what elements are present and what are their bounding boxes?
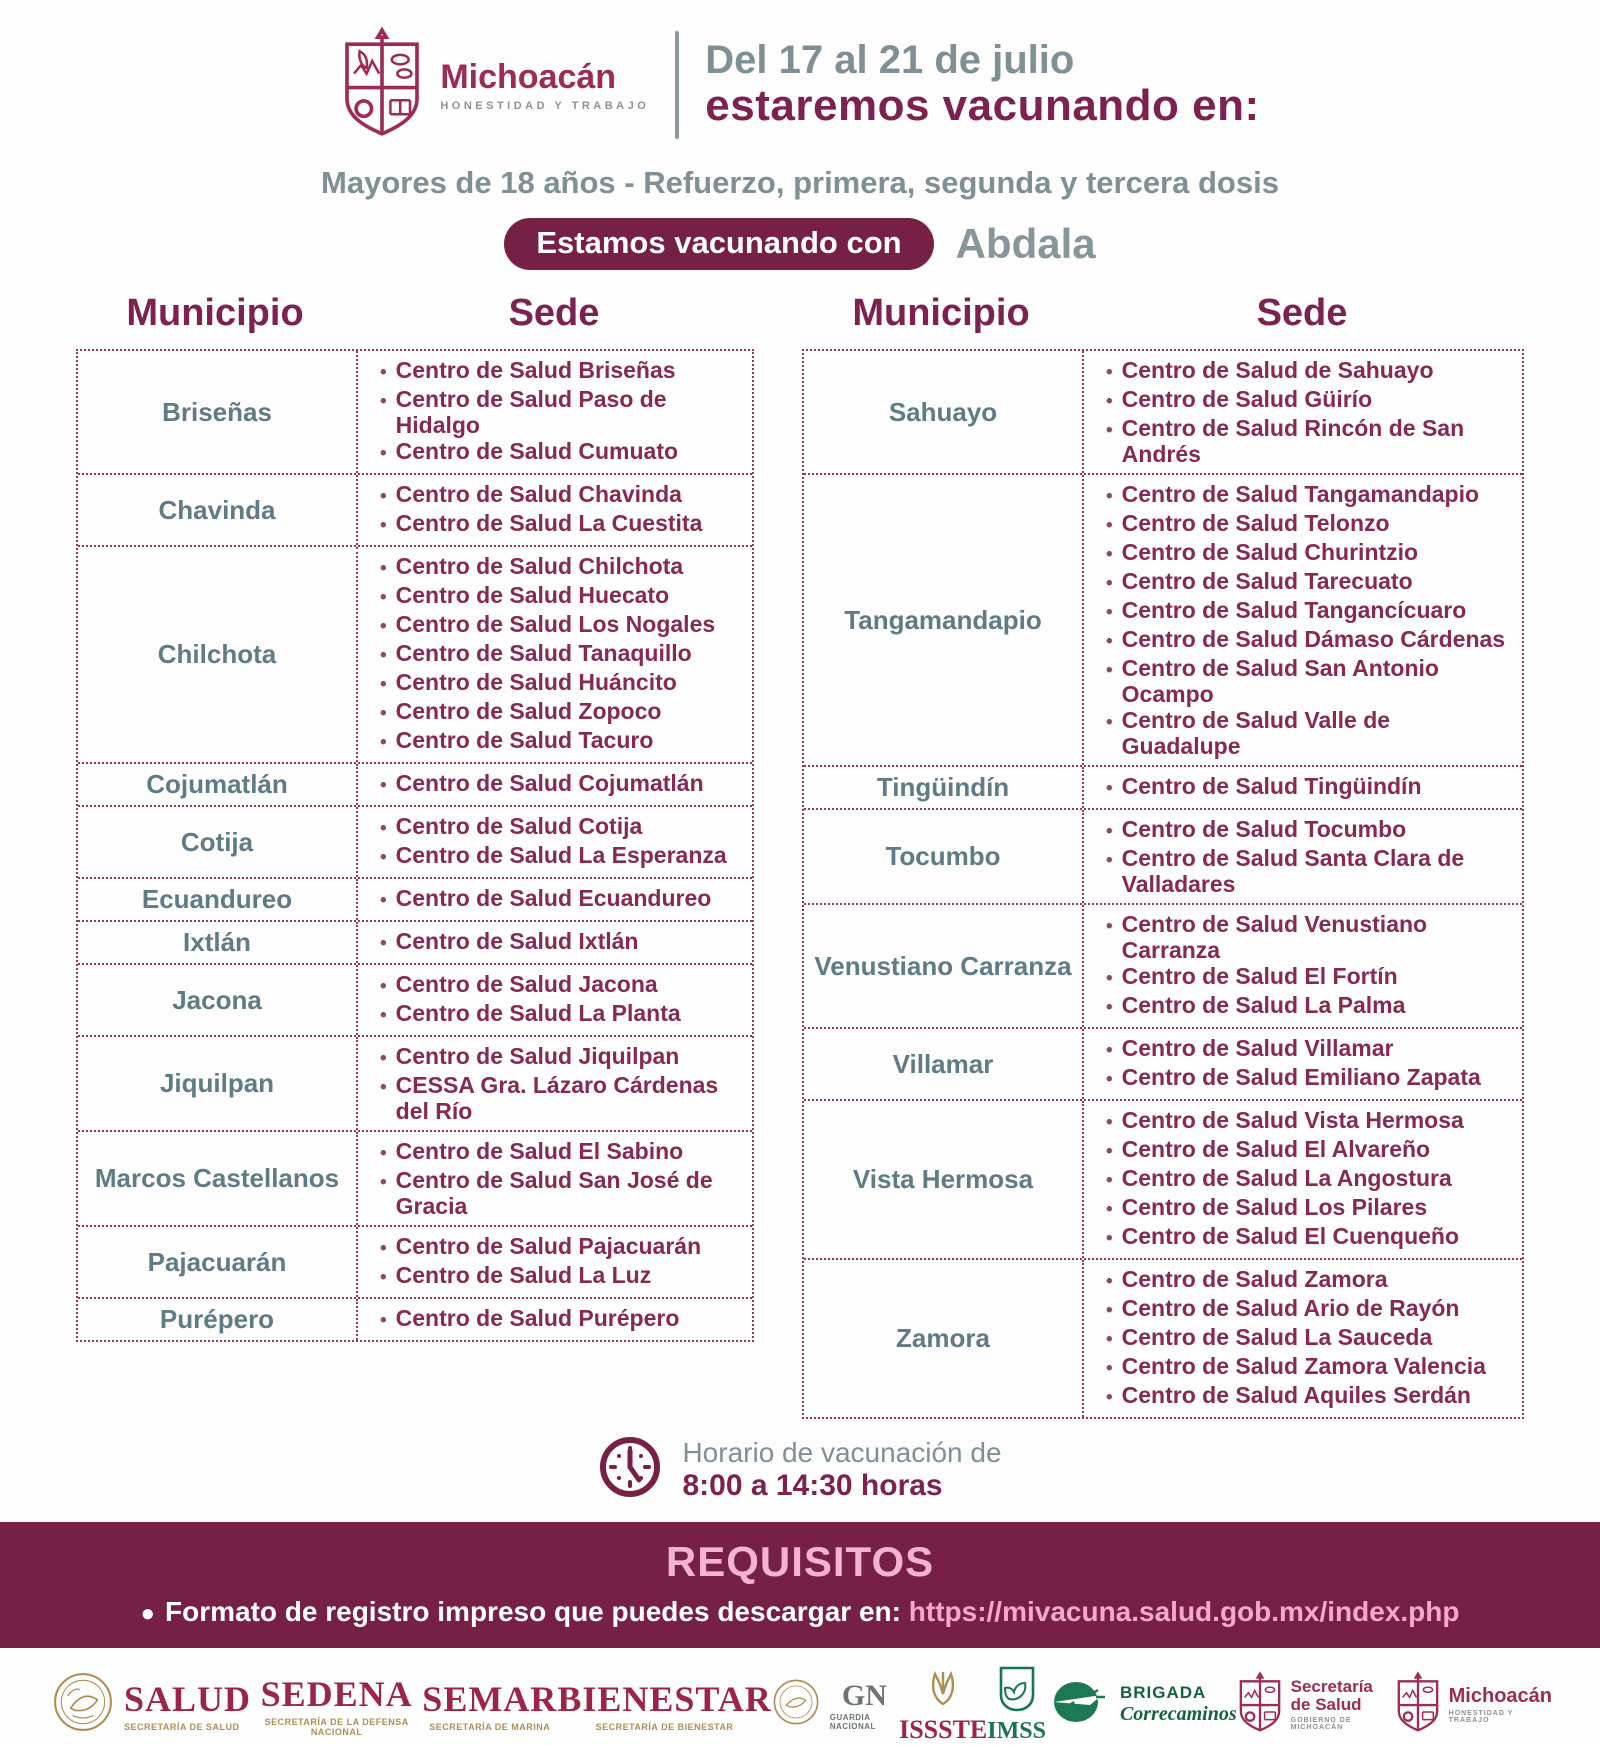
sede-item: • Centro de Salud La Esperanza [380, 842, 744, 871]
sede-item: • Centro de Salud La Cuestita [380, 510, 744, 539]
sede-list [1106, 357, 1514, 467]
bullet-icon: • [380, 1005, 387, 1026]
bullet-icon: • [380, 515, 387, 536]
logo-semar [422, 1678, 557, 1732]
sede-list [380, 1043, 744, 1124]
requirements-text: Formato de registro impreso que puedes descargar en: [165, 1596, 901, 1627]
bullet-icon: • [380, 732, 387, 753]
table-row [78, 805, 752, 877]
logo-sedena [251, 1673, 422, 1737]
table-row [78, 963, 752, 1035]
bullet-icon: • [1106, 1329, 1113, 1350]
sede-item: • Centro de Salud Tarecuato [1106, 568, 1514, 597]
correcaminos-wordmark: Correcaminos [1119, 1703, 1237, 1725]
sede-item: • Centro de Salud Dámaso Cárdenas [1106, 626, 1514, 655]
bullet-icon: • [1106, 362, 1113, 383]
sede-item: • Centro de Salud Cotija [380, 813, 744, 842]
table-row [804, 808, 1522, 903]
salud-wordmark: SALUD [124, 1678, 252, 1719]
table-row [78, 877, 752, 920]
sede-item: • Centro de Salud Paso de Hidalgo [380, 386, 667, 438]
sede-item: • Centro de Salud Villamar [1106, 1035, 1514, 1064]
bullet-icon: • [1106, 1271, 1113, 1292]
bullet-icon: • [380, 1143, 387, 1164]
brigada-wordmark: BRIGADA [1119, 1683, 1207, 1702]
table-row [804, 1027, 1522, 1099]
hours-value: 8:00 a 14:30 horas [682, 1468, 943, 1502]
date-range: Del 17 al 21 de julio [705, 38, 1075, 83]
bullet-icon: • [1106, 391, 1113, 412]
sede-item: • Centro de Salud La Angostura [1106, 1165, 1514, 1194]
issste-wordmark: ISSSTE [899, 1715, 988, 1744]
sede-list [380, 885, 744, 914]
municipio-cell: Chilchota [157, 639, 277, 669]
sede-item: • Centro de Salud La Sauceda [1106, 1324, 1514, 1353]
bullet-icon: • [380, 1238, 387, 1259]
bullet-icon: • [380, 703, 387, 724]
bullet-icon: • [1106, 1300, 1113, 1321]
table-row [78, 473, 752, 545]
municipio-cell: Marcos Castellanos [94, 1163, 340, 1193]
sede-list [1106, 481, 1514, 759]
bullet-icon: • [1106, 660, 1113, 681]
municipio-cell: Briseñas [162, 396, 272, 427]
sede-list [380, 1138, 744, 1219]
bullet-icon: • [1106, 420, 1113, 441]
bullet-icon: • [1106, 1199, 1113, 1220]
bullet-icon: • [1106, 544, 1113, 565]
sedena-wordmark: SEDENA [260, 1673, 413, 1714]
table-row [804, 1099, 1522, 1258]
audience-subtitle: Mayores de 18 años - Refuerzo, primera, segunda y tercera dosis [321, 165, 1279, 200]
schedule-tables [0, 292, 1600, 1419]
logo-bienestar [557, 1678, 771, 1732]
sede-item: • Centro de Salud Vista Hermosa [1106, 1107, 1514, 1136]
logo-issste [899, 1664, 987, 1745]
table-row [804, 903, 1522, 1027]
bullet-icon: • [380, 674, 387, 695]
requirements-band [0, 1522, 1600, 1648]
logo-imss [987, 1665, 1046, 1745]
bullet-icon: • [380, 391, 387, 412]
sede-item: • Centro de Salud El Sabino [380, 1138, 744, 1167]
semar-wordmark: SEMAR [422, 1678, 558, 1719]
sede-item: • Centro de Salud Ario de Rayón [1106, 1295, 1514, 1324]
municipio-cell: Ixtlán [183, 927, 251, 957]
sede-item: • Centro de Salud Huecato [380, 582, 744, 611]
bullet-icon: • [1106, 515, 1113, 536]
municipio-cell: Villamar [892, 1048, 994, 1079]
sede-list [380, 1233, 744, 1291]
sede-item: • Centro de Salud Tangancícuaro [1106, 597, 1514, 626]
bullet-icon: • [380, 486, 387, 507]
footer-logos [0, 1648, 1600, 1745]
sede-item: • Centro de Salud La Palma [1106, 992, 1514, 1021]
imss-wordmark: IMSS [987, 1717, 1046, 1744]
bullet-icon: • [1106, 1170, 1113, 1191]
bullet-icon: • [380, 1077, 387, 1098]
sede-item: • Centro de Salud El Fortín [1106, 963, 1514, 992]
hours-label: Horario de vacunación de [682, 1436, 1002, 1468]
bullet-icon: • [1106, 1228, 1113, 1249]
sede-item: • Centro de Salud Venustiano Carranza [1106, 911, 1428, 963]
logo-gn [772, 1678, 899, 1731]
sede-list [380, 928, 744, 957]
municipio-cell: Cotija [180, 826, 254, 857]
sede-list [380, 553, 744, 756]
bullet-icon: • [1106, 916, 1113, 937]
bullet-icon: • [1106, 997, 1113, 1018]
table-row [78, 1225, 752, 1297]
ss-michoacan-wordmark: Secretaría de Salud [1290, 1677, 1373, 1714]
sede-item: • Centro de Salud El Alvareño [1106, 1136, 1514, 1165]
sede-list [380, 1305, 744, 1334]
table-row [78, 1297, 752, 1340]
schedule-hours [0, 1435, 1600, 1504]
table-row [804, 351, 1522, 473]
sede-item: • Centro de Salud Tocumbo [1106, 816, 1514, 845]
municipio-cell: Venustiano Carranza [814, 950, 1072, 981]
gn-subtitle: GUARDIA NACIONAL [829, 1712, 876, 1731]
bullet-icon: • [1106, 1112, 1113, 1133]
vaccination-table-right [802, 349, 1524, 1419]
semar-subtitle: SECRETARÍA DE MARINA [429, 1721, 551, 1732]
michoacan-shield-icon [1237, 1671, 1283, 1738]
ss-michoacan-subtitle: GOBIERNO DE MICHOACÁN [1290, 1716, 1352, 1731]
sede-item: • Centro de Salud Los Nogales [380, 611, 744, 640]
sede-list [380, 770, 744, 799]
sede-list [1106, 816, 1514, 897]
municipio-cell: Jiquilpan [159, 1068, 275, 1098]
bullet-icon: • [380, 847, 387, 868]
requirements-title: REQUISITOS [665, 1538, 935, 1585]
table-row [804, 765, 1522, 808]
sede-item: • Centro de Salud Zamora [1106, 1266, 1514, 1295]
column-header-sede-right: Sede [1256, 292, 1348, 334]
municipio-cell: Vista Hermosa [852, 1164, 1034, 1194]
column-header-municipio-left: Municipio [126, 292, 304, 334]
salud-subtitle: SECRETARÍA DE SALUD [124, 1721, 240, 1732]
municipio-cell: Chavinda [158, 494, 276, 525]
sedena-subtitle: SECRETARÍA DE LA DEFENSA NACIONAL [264, 1716, 409, 1737]
sede-item: • Centro de Salud Tangamandapio [1106, 481, 1514, 510]
bullet-icon: • [1106, 573, 1113, 594]
bullet-icon: • [380, 587, 387, 608]
michoacan-logo [340, 26, 649, 143]
logo-michoacan-footer [1395, 1671, 1552, 1738]
sede-item: • Centro de Salud Emiliano Zapata [1106, 1064, 1514, 1093]
registration-url-link[interactable]: https://mivacuna.salud.gob.mx/index.php [908, 1596, 1460, 1627]
bullet-icon: • [1106, 712, 1113, 733]
bullet-icon: • [1106, 968, 1113, 989]
sede-list [1106, 911, 1514, 1021]
page-title: estaremos vacunando en: [705, 81, 1260, 131]
clock-icon [598, 1435, 662, 1504]
sede-item: • Centro de Salud Cumuato [380, 438, 744, 467]
column-header-municipio-right: Municipio [852, 292, 1030, 334]
logo-salud [52, 1671, 251, 1738]
municipio-cell: Jacona [172, 984, 262, 1015]
logo-title: Michoacán [440, 57, 617, 96]
header [0, 0, 1600, 143]
sede-item: • Centro de Salud Churintzio [1106, 539, 1514, 568]
sede-list [1106, 773, 1514, 802]
sede-item: • Centro de Salud Tanaquillo [380, 640, 744, 669]
sede-item: • Centro de Salud Jacona [380, 971, 744, 1000]
municipio-cell: Tingüindín [876, 772, 1010, 802]
bullet-icon: • [380, 976, 387, 997]
sede-item: • Centro de Salud Tingüindín [1106, 773, 1514, 802]
bullet-icon: • [380, 890, 387, 911]
table-row [78, 1130, 752, 1225]
municipio-cell: Tangamandapio [844, 604, 1042, 635]
sede-item: • Centro de Salud Pajacuarán [380, 1233, 744, 1262]
sede-item: • Centro de Salud Güirío [1106, 386, 1514, 415]
sede-item: • Centro de Salud Huáncito [380, 669, 744, 698]
bullet-icon: • [1106, 821, 1113, 842]
table-row [78, 762, 752, 805]
sede-item: • Centro de Salud Jiquilpan [380, 1043, 744, 1072]
column-header-sede-left: Sede [508, 292, 600, 334]
sede-item: • Centro de Salud Tacuro [380, 727, 744, 756]
municipio-cell: Tocumbo [885, 841, 1001, 871]
sede-item: • Centro de Salud Cojumatlán [380, 770, 744, 799]
municipio-cell: Ecuandureo [141, 884, 293, 914]
vaccine-name: Abdala [955, 220, 1096, 267]
municipio-cell: Purépero [159, 1304, 275, 1334]
sede-item: • Centro de Salud Valle de Guadalupe [1106, 707, 1391, 759]
municipio-cell: Pajacuarán [147, 1246, 287, 1277]
table-row [78, 545, 752, 762]
sede-item: • Centro de Salud Santa Clara de Valladares [1106, 845, 1465, 897]
sede-item: • Centro de Salud Zopoco [380, 698, 744, 727]
sede-item: • Centro de Salud San Antonio Ocampo [1106, 655, 1439, 707]
sede-item: • Centro de Salud Ixtlán [380, 928, 744, 957]
municipio-cell: Zamora [896, 1323, 990, 1353]
logo-secretaria-salud-michoacan [1237, 1671, 1395, 1738]
bullet-icon: • [380, 775, 387, 796]
bienestar-subtitle: SECRETARÍA DE BIENESTAR [595, 1721, 734, 1732]
sede-item: • CESSA Gra. Lázaro Cárdenas del Río [380, 1072, 719, 1124]
bullet-icon: • [380, 362, 387, 383]
logo-tagline: HONESTIDAD Y TRABAJO [440, 99, 650, 112]
vaccine-badge: Estamos vacunando con [504, 218, 933, 270]
michoacan-shield-icon [1395, 1671, 1441, 1738]
table-row [804, 1258, 1522, 1417]
bullet-icon: • [380, 616, 387, 637]
sede-item: • Centro de Salud La Planta [380, 1000, 744, 1029]
sede-item: • Centro de Salud La Luz [380, 1262, 744, 1291]
sede-item: • Centro de Salud Zamora Valencia [1106, 1353, 1514, 1382]
imss-icon [996, 1665, 1038, 1718]
sede-list [1106, 1266, 1514, 1411]
bullet-icon: • [380, 1172, 387, 1193]
sede-item: • Centro de Salud San José de Gracia [380, 1167, 713, 1219]
sede-list [380, 971, 744, 1029]
eagle-seal-icon [52, 1671, 114, 1738]
michoacan-subtitle: HONESTIDAD Y TRABAJO [1448, 1709, 1514, 1724]
sede-item: • Centro de Salud Chilchota [380, 553, 744, 582]
table-row [804, 473, 1522, 765]
bullet-icon: • [380, 1267, 387, 1288]
sede-item: • Centro de Salud Chavinda [380, 481, 744, 510]
bullet-icon: • [380, 645, 387, 666]
sede-list [380, 481, 744, 539]
gn-wordmark: GN [841, 1678, 887, 1712]
municipio-cell: Cojumatlán [146, 769, 288, 799]
bullet-icon: • [1106, 1069, 1113, 1090]
gn-seal-icon [772, 1678, 820, 1731]
bullet-icon: • [1106, 1358, 1113, 1379]
vaccination-table-left [76, 349, 754, 1342]
bullet-icon: • [1106, 631, 1113, 652]
bullet-icon: • [1106, 486, 1113, 507]
sede-list [380, 813, 744, 871]
bullet-icon: • [1106, 1040, 1113, 1061]
bullet-icon: • [1106, 1141, 1113, 1162]
sede-item: • Centro de Salud Rincón de San Andrés [1106, 415, 1465, 467]
municipio-cell: Sahuayo [888, 396, 998, 427]
bullet-icon: • [380, 558, 387, 579]
table-row [78, 920, 752, 963]
sede-item: • Centro de Salud El Cuenqueño [1106, 1223, 1514, 1252]
bullet-icon: • [380, 818, 387, 839]
bullet-icon: • [1106, 1387, 1113, 1408]
bullet-icon: • [1106, 850, 1113, 871]
bullet-icon: • [1106, 778, 1113, 799]
correcaminos-bird-icon [1046, 1679, 1110, 1730]
bienestar-wordmark: BIENESTAR [557, 1678, 772, 1719]
sede-item: • Centro de Salud Aquiles Serdán [1106, 1382, 1514, 1411]
sede-item: • Centro de Salud de Sahuayo [1106, 357, 1514, 386]
table-row [78, 351, 752, 473]
bullet-icon: • [1106, 602, 1113, 623]
sede-item: • Centro de Salud Ecuandureo [380, 885, 744, 914]
michoacan-shield-icon [340, 26, 424, 143]
bullet-icon: • [380, 933, 387, 954]
sede-list [1106, 1107, 1514, 1252]
sede-list [1106, 1035, 1514, 1093]
bullet-icon: • [380, 443, 387, 464]
bullet-icon: ● [140, 1600, 155, 1627]
table-row [78, 1035, 752, 1130]
bullet-icon: • [380, 1310, 387, 1331]
header-divider [675, 31, 679, 139]
sede-item: • Centro de Salud Purépero [380, 1305, 744, 1334]
issste-icon [921, 1664, 965, 1715]
bullet-icon: • [380, 1048, 387, 1069]
sede-item: • Centro de Salud Briseñas [380, 357, 744, 386]
sede-item: • Centro de Salud Los Pilares [1106, 1194, 1514, 1223]
logo-brigada-correcaminos [1046, 1679, 1237, 1730]
michoacan-wordmark: Michoacán [1448, 1684, 1552, 1707]
sede-item: • Centro de Salud Telonzo [1106, 510, 1514, 539]
sede-list [380, 357, 744, 467]
